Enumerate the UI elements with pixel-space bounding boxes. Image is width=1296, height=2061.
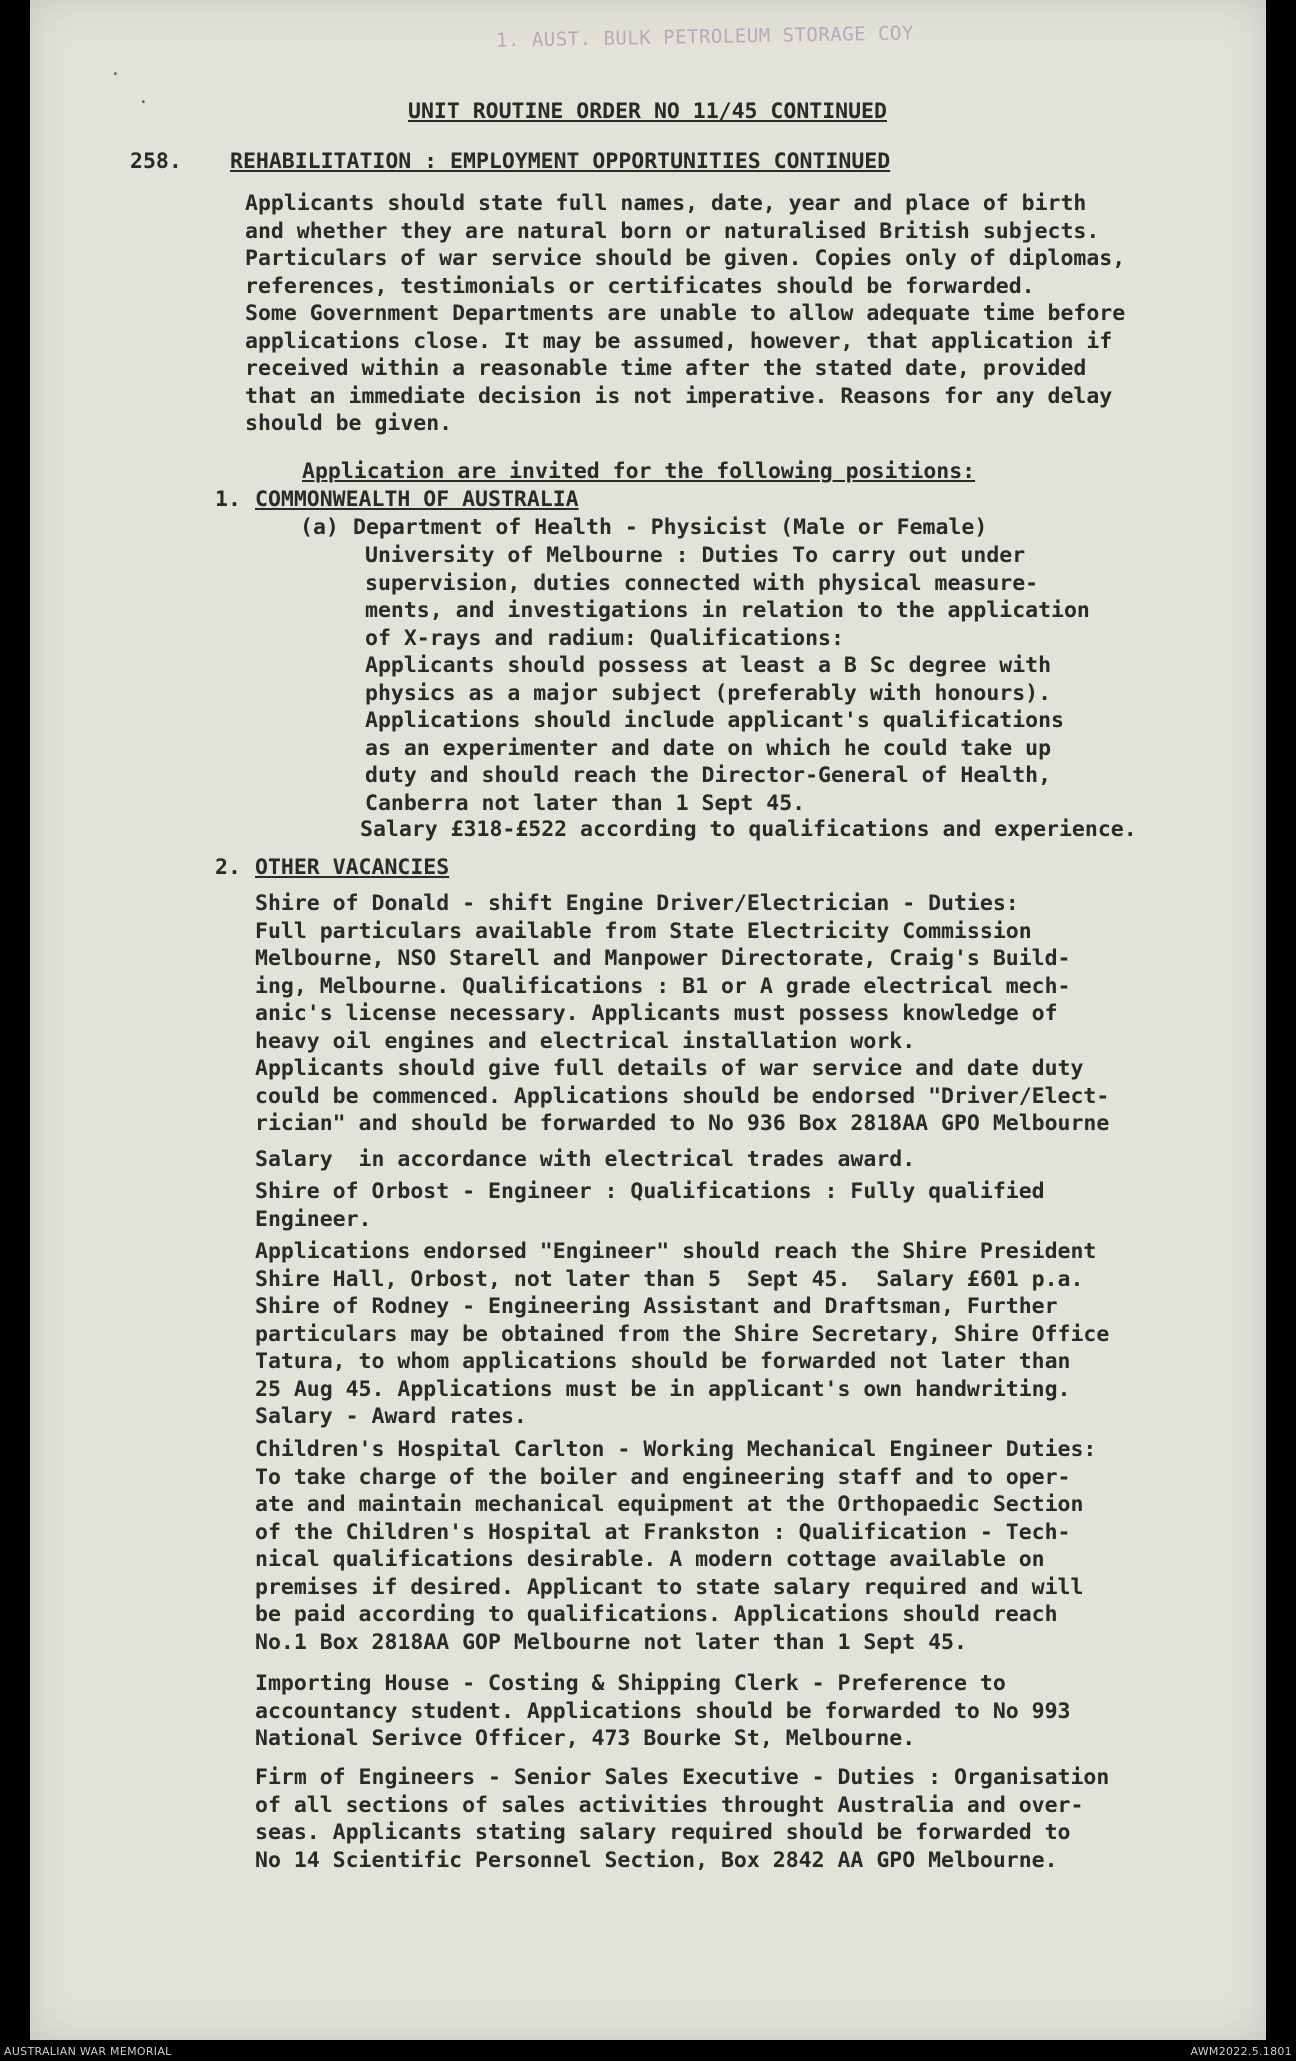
text-line: Shire of Rodney - Engineering Assistant and Draftsman, Further (255, 1294, 1058, 1319)
text-line: Applicants should give full details of war service and date duty (255, 1056, 1084, 1081)
text-line: should be given. (245, 411, 453, 436)
footer-accession: AWM2022.5.1801 (1190, 2045, 1292, 2058)
text-line: Full particulars available from State Electricity Commission (255, 918, 1032, 944)
invite-line: Application are invited for the following positions: (302, 459, 976, 484)
document-title: UNIT ROUTINE ORDER NO 11/45 CONTINUED (408, 99, 887, 124)
text-line: National Serivce Officer, 473 Bourke St, Melbourne. (255, 1726, 916, 1751)
text-line: Shire of Donald - shift Engine Driver/Electrician - Duties: (255, 891, 1019, 916)
item-a-salary: Salary £318-£522 according to qualifications and experience. (360, 817, 1137, 842)
item-number: 258. (130, 149, 182, 174)
text-line: Applications should include applicant's qualifications (365, 708, 1064, 733)
text-line: 25 Aug 45. Applications must be in applicant's own handwriting. (255, 1376, 1071, 1402)
text-line: and whether they are natural born or naturalised British subjects. (245, 218, 1100, 244)
vacancy-donald (255, 890, 1109, 1138)
text-line: Tatura, to whom applications should be forwarded not later than (255, 1349, 1071, 1374)
footer-strip (0, 2041, 1296, 2061)
text-line: accountancy student. Applications should be forwarded to No 993 (255, 1698, 1071, 1724)
text-line: of X-rays and radium: Qualifications: (365, 625, 844, 651)
text-line: Some Government Departments are unable to allow adequate time before (245, 301, 1126, 326)
text-line: Applicants should possess at least a B Sc degree with (365, 653, 1052, 678)
text-line: ments, and investigations in relation to the application (365, 598, 1090, 623)
text-line: Children's Hospital Carlton - Working Mechanical Engineer Duties: (255, 1437, 1097, 1462)
text-line: physics as a major subject (preferably with honours). (365, 680, 1052, 706)
margin-mark: · (138, 92, 149, 113)
text-line: seas. Applicants stating salary required should be forwarded to (255, 1820, 1071, 1845)
text-line: anic's license necessary. Applicants must possess knowledge of (255, 1001, 1058, 1026)
item-a-title: Department of Health - Physicist (Male or Female) (353, 515, 988, 540)
text-line: of the Children's Hospital at Frankston : Qualification - Tech- (255, 1519, 1071, 1545)
intro-paragraph (245, 190, 1125, 438)
vacancy-childrens-hospital (255, 1436, 1096, 1656)
text-line: Importing House - Costing & Shipping Clerk - Preference to (255, 1671, 1006, 1696)
unit-stamp: 1. AUST. BULK PETROLEUM STORAGE COY (495, 22, 915, 52)
text-line: Applications endorsed "Engineer" should reach the Shire President (255, 1239, 1097, 1264)
text-line: be paid according to qualifications. Applications should reach (255, 1602, 1058, 1627)
text-line: rician" and should be forwarded to No 936 Box 2818AA GPO Melbourne (255, 1111, 1110, 1136)
text-line: as an experimenter and date on which he could take up (365, 735, 1052, 761)
text-line: Canberra not later than 1 Sept 45. (365, 790, 806, 816)
text-line: nical qualifications desirable. A modern cottage available on (255, 1547, 1045, 1572)
text-line: received within a reasonable time after the stated date, provided (245, 356, 1087, 381)
vacancy-orbost-rodney (255, 1238, 1109, 1431)
text-line: ate and maintain mechanical equipment at the Orthopaedic Section (255, 1492, 1084, 1517)
text-line: heavy oil engines and electrical installation work. (255, 1028, 916, 1054)
text-line: No.1 Box 2818AA GOP Melbourne not later than 1 Sept 45. (255, 1629, 967, 1655)
vacancy-orbost (255, 1178, 1045, 1233)
section-1-number: 1. (215, 487, 241, 512)
text-line: particulars may be obtained from the Shire Secretary, Shire Office (255, 1321, 1110, 1347)
text-line: duty and should reach the Director-General of Health, (365, 763, 1052, 788)
text-line: To take charge of the boiler and engineering staff and to oper- (255, 1464, 1071, 1490)
text-line: applications close. It may be assumed, however, that application if (245, 328, 1113, 354)
text-line: premises if desired. Applicant to state salary required and will (255, 1574, 1084, 1600)
section-1-heading: COMMONWEALTH OF AUSTRALIA (255, 487, 579, 512)
text-line: references, testimonials or certificates should be forwarded. (245, 273, 1035, 299)
text-line: No 14 Scientific Personnel Section, Box 2842 AA GPO Melbourne. (255, 1847, 1058, 1873)
text-line: could be commenced. Applications should be endorsed "Driver/Elect- (255, 1083, 1110, 1109)
section-heading: REHABILITATION : EMPLOYMENT OPPORTUNITIES CONTINUED (230, 149, 891, 174)
text-line: Shire Hall, Orbost, not later than 5 Sept 45. Salary £601 p.a. (255, 1266, 1084, 1292)
text-line: ing, Melbourne. Qualifications : B1 or A grade electrical mech- (255, 973, 1071, 999)
text-line: Firm of Engineers - Senior Sales Executive - Duties : Organisation (255, 1765, 1110, 1790)
text-line: Shire of Orbost - Engineer : Qualifications : Fully qualified (255, 1179, 1045, 1204)
vacancy-firm-of-engineers (255, 1764, 1109, 1874)
margin-mark: · (110, 64, 121, 85)
text-line: supervision, duties connected with physical measure- (365, 570, 1039, 596)
section-2-number: 2. (215, 855, 241, 880)
vacancy-importing-house (255, 1670, 1070, 1753)
document-page (30, 0, 1266, 2040)
item-a-body (365, 542, 1090, 817)
footer-credit: AUSTRALIAN WAR MEMORIAL (4, 2045, 172, 2058)
text-line: that an immediate decision is not imperative. Reasons for any delay (245, 383, 1113, 409)
section-2-heading: OTHER VACANCIES (255, 855, 450, 880)
text-line: Engineer. (255, 1206, 372, 1232)
text-line: University of Melbourne : Duties To carry out under (365, 543, 1026, 568)
text-line: Applicants should state full names, date, year and place of birth (245, 191, 1087, 216)
item-a-label: (a) (300, 515, 339, 540)
text-line: Particulars of war service should be given. Copies only of diplomas, (245, 246, 1126, 271)
text-line: Salary - Award rates. (255, 1404, 527, 1429)
text-line: Melbourne, NSO Starell and Manpower Directorate, Craig's Build- (255, 946, 1071, 971)
text-line: of all sections of sales activities throught Australia and over- (255, 1792, 1084, 1818)
vacancy-donald-salary: Salary in accordance with electrical trades award. (255, 1147, 916, 1172)
